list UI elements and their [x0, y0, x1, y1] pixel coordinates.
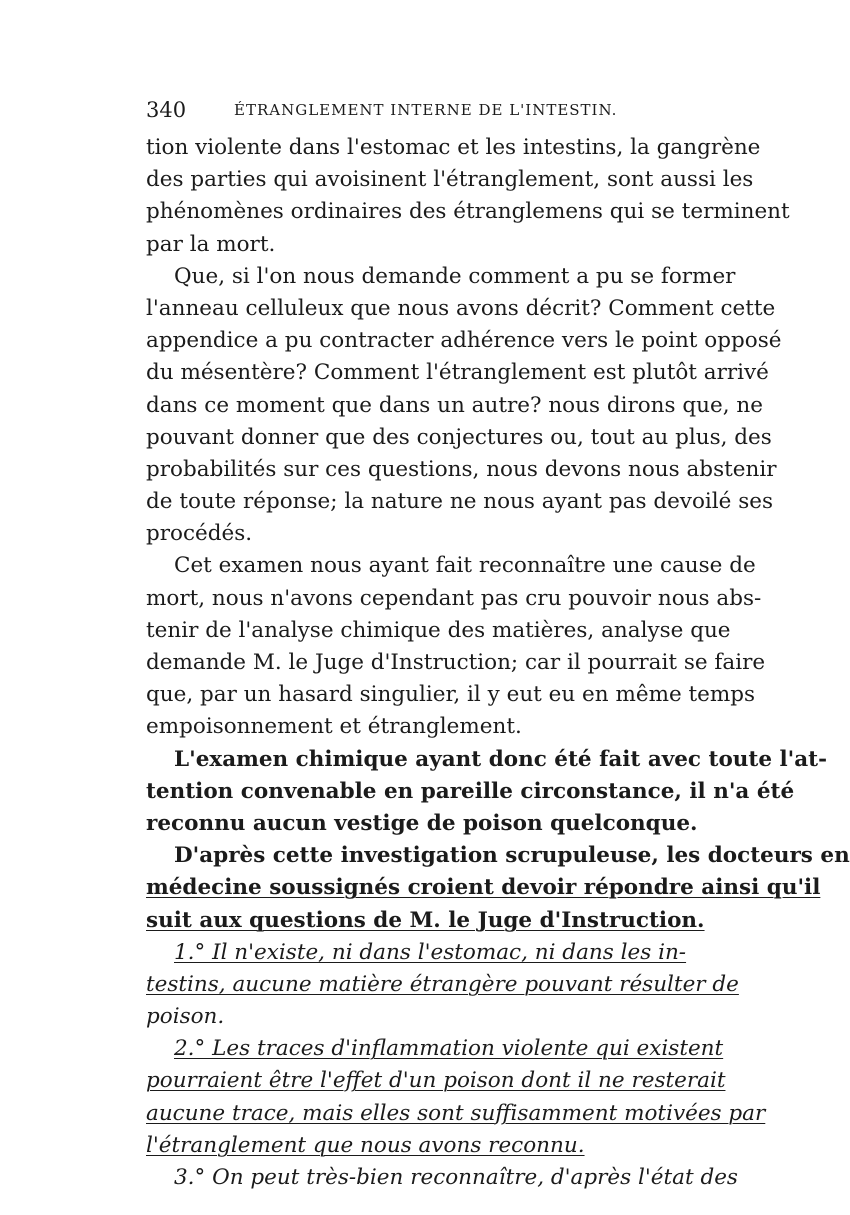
text-line: suit aux questions de M. le Juge d'Instruction. [146, 907, 705, 933]
page-body [146, 132, 850, 1194]
text-line: l'anneau celluleux que nous avons décrit? Comment cette [146, 295, 776, 321]
text-line: que, par un hasard singulier, il y eut eu en même temps [146, 682, 756, 708]
text-line: appendice a pu contracter adhérence vers le point opposé [146, 328, 782, 354]
text-line: tention convenable en pareille circonstance, il n'a été [146, 778, 795, 804]
text-line: des parties qui avoisinent l'étranglement, sont aussi les [146, 167, 754, 193]
text-line: tion violente dans l'estomac et les intestins, la gangrène [146, 135, 761, 160]
text-line: dans ce moment que dans un autre? nous dirons que, ne [146, 392, 763, 418]
text-line: aucune trace, mais elles sont suffisamment motivées par [146, 1100, 766, 1126]
text-line: pourraient être l'effet d'un poison dont il ne resterait [146, 1068, 726, 1094]
text-line: Cet examen nous ayant fait reconnaître une cause de [174, 553, 756, 579]
text-line: l'étranglement que nous avons reconnu. [146, 1132, 585, 1158]
page-number: 340 [146, 98, 187, 122]
page-header [146, 98, 666, 124]
text-line: 2.° Les traces d'inflammation violente qui existent [174, 1036, 724, 1062]
text-line: pouvant donner que des conjectures ou, tout au plus, des [146, 424, 772, 450]
text-line: 1.° Il n'existe, ni dans l'estomac, ni dans les in- [174, 939, 687, 965]
text-line: du mésentère? Comment l'étranglement est plutôt arrivé [146, 360, 769, 386]
text-line: par la mort. [146, 231, 276, 257]
text-line: L'examen chimique ayant donc été fait avec toute l'at- [174, 746, 828, 772]
text-line: mort, nous n'avons cependant pas cru pouvoir nous abs- [146, 585, 762, 611]
text-line: procédés. [146, 521, 253, 547]
text-line: phénomènes ordinaires des étranglemens qui se terminent [146, 199, 790, 225]
text-line: médecine soussignés croient devoir répondre ainsi qu'il [146, 875, 821, 901]
text-line: testins, aucune matière étrangère pouvant résulter de [146, 971, 739, 997]
text-line: 3.° On peut très-bien reconnaître, d'après l'état des [174, 1165, 738, 1190]
text-line: de toute réponse; la nature ne nous ayant pas devoilé ses [146, 489, 773, 515]
text-line: empoisonnement et étranglement. [146, 714, 522, 740]
text-line: probabilités sur ces questions, nous devons nous abstenir [146, 456, 777, 482]
text-line: D'après cette investigation scrupuleuse, les docteurs en [174, 843, 850, 869]
running-title: ÉTRANGLEMENT INTERNE DE L'INTESTIN. [234, 101, 618, 119]
text-line: demande M. le Juge d'Instruction; car il pourrait se faire [146, 650, 766, 675]
text-line: Que, si l'on nous demande comment a pu se former [174, 263, 736, 289]
text-line: reconnu aucun vestige de poison quelconque. [146, 810, 698, 836]
text-line: poison. [146, 1004, 225, 1030]
text-line: tenir de l'analyse chimique des matières, analyse que [146, 617, 731, 643]
